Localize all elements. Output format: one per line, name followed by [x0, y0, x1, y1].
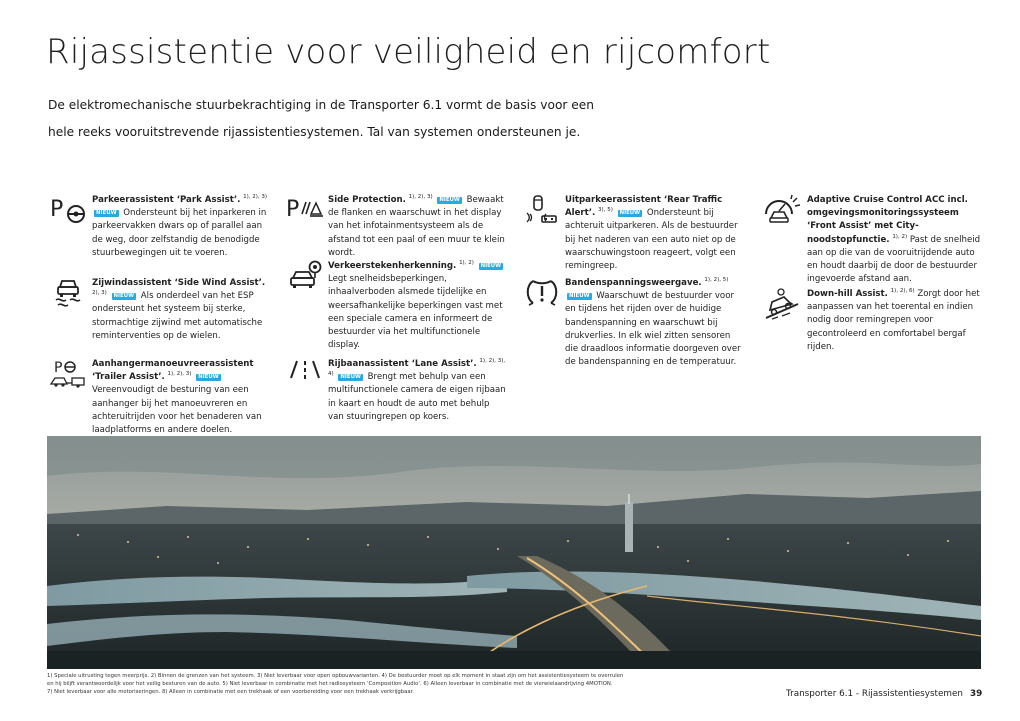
new-badge: NIEUW	[198, 374, 219, 381]
feature-footnote-ref: 3), 5)	[598, 207, 613, 214]
feature-footnote-ref: 1), 2), 6)	[890, 288, 915, 295]
page-title: Rijassistentie voor veiligheid en rijcomfort	[46, 32, 771, 72]
intro-line: hele reeks vooruitstrevende rijassistentiesystemen. Tal van systemen ondersteunen je.	[48, 125, 581, 139]
feature-footnote-ref: 2), 3)	[92, 290, 107, 297]
svg-text:P: P	[54, 360, 63, 376]
park-assist-icon	[44, 194, 92, 224]
feature-footnote-ref: 1), 2)	[892, 233, 908, 240]
downhill-assist-icon	[757, 288, 807, 322]
feature-side-wind	[44, 277, 270, 343]
feature-title: Zijwindassistent ‘Side Wind Assist’.	[92, 278, 266, 288]
intro-paragraph	[48, 92, 648, 146]
feature-description: Legt snelheidsbeperkingen, inhaalverboden alsmede tijdelijke en weersafhankelijke beperkingen vast met een speciale camera en informeert de bestuurder via het multifunctionele display.	[328, 274, 503, 351]
feature-title: Adaptive Cruise Control ACC incl. omgevingsmonitoringssysteem ‘Front Assist’ met City-noodstopfunctie.	[807, 195, 968, 245]
traffic-sign-icon	[282, 260, 328, 292]
feature-footnote-ref: 1), 2), 3)	[243, 194, 268, 201]
feature-description: Ondersteunt bij het inparkeren in parkeervakken dwars op of parallel aan de weg, door zelfstandig de benodigde stuurbewegingen uit te voeren.	[92, 208, 267, 258]
feature-adaptive-cruise-control	[757, 194, 989, 286]
city-panorama-photo	[47, 436, 981, 669]
feature-description: Ondersteunt bij achteruit uitparkeren. Als de bestuurder bij het naderen van een auto niet op de waarschuwingstoon reageert, volgt een remingreep.	[565, 208, 738, 272]
feature-lane-assist	[282, 358, 510, 424]
new-badge: NIEUW	[439, 197, 460, 203]
feature-tire-pressure	[519, 277, 749, 369]
feature-footnote-ref: 1), 2), 5)	[704, 277, 729, 284]
feature-traffic-sign-recognition	[282, 260, 510, 352]
new-badge: NIEUW	[96, 210, 117, 217]
svg-text:P: P	[50, 197, 64, 222]
new-badge: NIEUW	[569, 293, 590, 300]
feature-description: Brengt met behulp van een multifunctionele camera de eigen rijbaan in kaart en houdt de auto met behulp van stuuringrepen op koers.	[328, 372, 506, 422]
new-badge: NIEUW	[480, 263, 502, 269]
trailer-assist-icon	[44, 358, 92, 390]
new-badge: NIEUW	[113, 293, 135, 300]
feature-footnote-ref: 1), 2), 3)	[408, 194, 433, 201]
feature-description: Past de snelheid aan op die van de vooruitrijdende auto en houdt daarbij de door de bestuurder ingevoerde afstand aan.	[807, 234, 981, 285]
page-number: 39	[970, 689, 983, 699]
footer-section-title: Transporter 6.1 - Rijassistentiesystemen	[786, 689, 963, 699]
feature-side-protection	[282, 194, 510, 260]
feature-trailer-assist	[44, 358, 280, 437]
feature-description: Bewaakt de flanken en waarschuwt in het display van het infotainmentsysteem als de afstand tot een paal of een muur te klein wordt.	[328, 195, 505, 258]
feature-description: Vereenvoudigt de besturing van een aanhanger bij het manoeuvreren en achteruitrijden voor het benaderen van laadplatforms en andere doelen.	[92, 385, 262, 436]
tire-pressure-icon	[519, 277, 565, 307]
footnotes	[47, 672, 767, 696]
feature-footnote-ref: 1), 2), 3), 4)	[328, 358, 506, 378]
feature-title: Aanhangermanoeuvreerassistent ‘Trailer Assist’.	[92, 359, 254, 383]
feature-description: Zorgt door het aanpassen van het toerental en indien nodig door remingrepen voor gecontroleerd en comfortabel bergaf rijden.	[807, 289, 980, 352]
feature-footnote-ref: 1), 2)	[459, 260, 474, 267]
side-protection-icon	[282, 194, 328, 222]
feature-down-hill-assist	[757, 288, 989, 354]
footnote-line: 7) Niet leverbaar voor alle motoriseringen. 8) Alleen in combinatie met een trekhaak of een voorbereiding voor een trekhaak verkrijgbaar.	[47, 689, 414, 695]
footnote-line: 1) Speciale uitrusting tegen meerprijs. 2) Binnen de grenzen van het systeem. 3) Niet leverbaar voor open opbouwvarianten. 4) De bestuurder moet op elk moment in staat zijn om het assistentiesysteem te overrulen	[47, 673, 624, 679]
feature-description: Waarschuwt de bestuurder voor en tijdens het rijden over de huidige bandenspanning en waarschuwt bij drukverlies. In elk wiel zitten sensoren die draadloos informatie doorgeven over de bandenspanning en de temperatuur.	[565, 291, 741, 368]
feature-description: Als onderdeel van het ESP ondersteunt het systeem bij sterke, stormachtige zijwind met automatische reminterventies op de wielen.	[92, 291, 263, 341]
feature-title: Uitparkeerassistent ‘Rear Traffic Alert’.	[565, 195, 723, 219]
feature-title: Bandenspanningsweergave.	[565, 278, 702, 288]
feature-park-assist	[44, 194, 270, 260]
feature-title: Verkeerstekenherkenning.	[328, 261, 457, 271]
new-badge: NIEUW	[619, 210, 641, 217]
feature-footnote-ref: 1), 2), 3)	[167, 371, 192, 378]
new-badge: NIEUW	[340, 374, 361, 381]
feature-title: Side Protection.	[328, 195, 406, 205]
feature-title: Down-hill Assist.	[807, 289, 888, 299]
svg-text:P: P	[286, 197, 300, 222]
lane-assist-icon	[282, 358, 328, 382]
rear-traffic-icon	[519, 194, 565, 226]
footnote-line: en hij blijft verantwoordelijk voor het veilig besturen van de auto. 5) Niet leverbaar in combinatie met het radiosysteem ‘Composition Audio’. 6) Alleen leverbaar in combinatie met de vierwielaandrijving 4MOTION.	[47, 681, 613, 687]
feature-rear-traffic-alert	[519, 194, 749, 273]
feature-title: Parkeerassistent ‘Park Assist’.	[92, 195, 241, 205]
feature-title: Rijbaanassistent ‘Lane Assist’.	[328, 359, 477, 369]
side-wind-icon	[44, 277, 92, 309]
intro-line: De elektromechanische stuurbekrachtiging in de Transporter 6.1 vormt de basis voor een	[48, 98, 595, 112]
acc-icon	[757, 194, 807, 224]
